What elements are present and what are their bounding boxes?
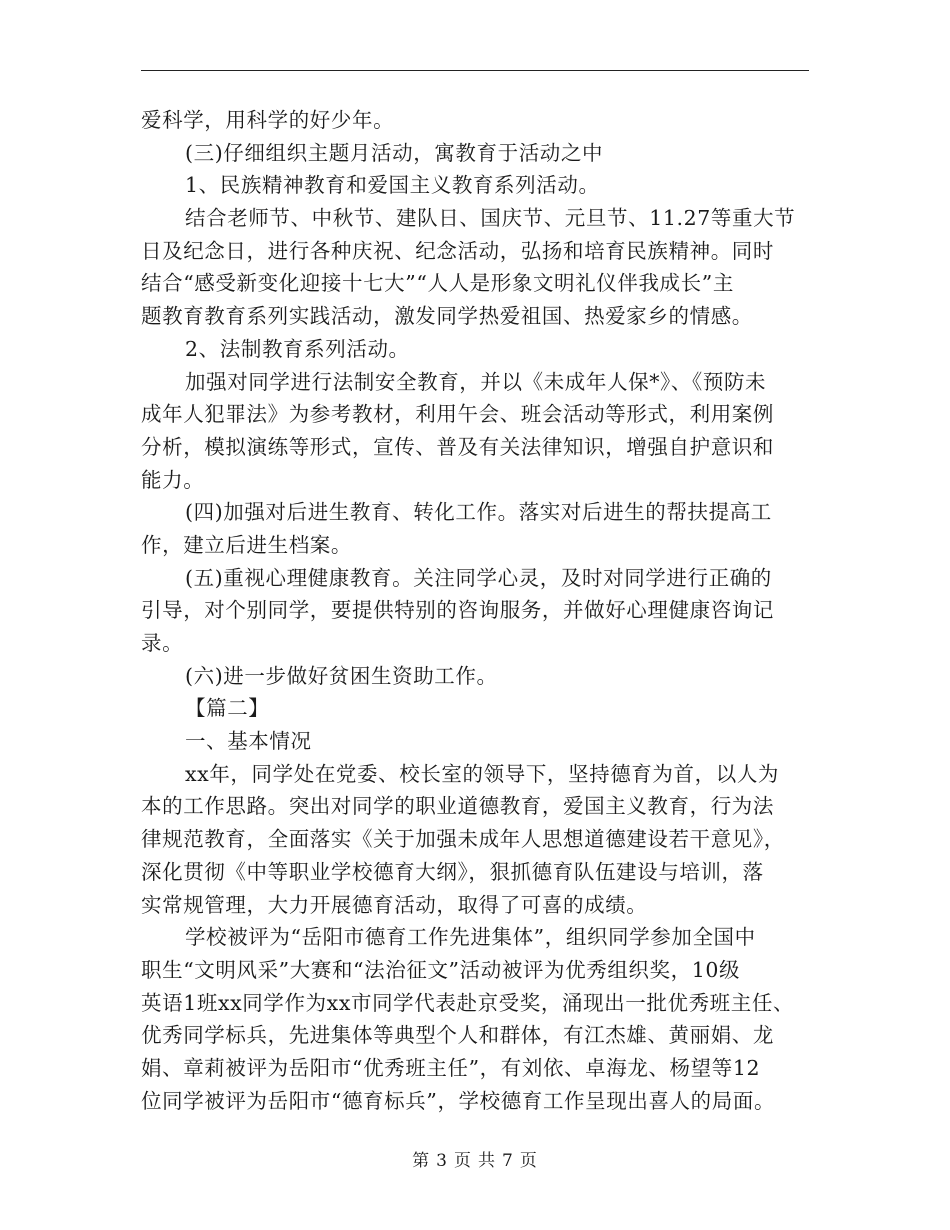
text-line: 加强对同学进行法制安全教育，并以《未成年人保*》、《预防未 <box>185 369 767 394</box>
text-line: 题教育教育系列实践活动，激发同学热爱祖国、热爱家乡的情感。 <box>141 304 753 329</box>
text-line: 深化贯彻《中等职业学校德育大纲》，狠抓德育队伍建设与培训，落 <box>141 859 764 884</box>
text-line: 本的工作思路。突出对同学的职业道德教育，爱国主义教育，行为法 <box>141 794 774 819</box>
footer-page-word: 页 <box>454 1151 472 1171</box>
text-line: 律规范教育，全面落实《关于加强未成年人思想道德建设若干意见》， <box>141 827 785 852</box>
text-line: 娟、章莉被评为岳阳市“优秀班主任”，有刘依、卓海龙、杨望等12 <box>141 1055 761 1080</box>
text-line: (四)加强对后进生教育、转化工作。落实对后进生的帮扶提高工 <box>185 500 772 525</box>
text-line: 学校被评为“岳阳市德育工作先进集体”，组织同学参加全国中 <box>185 925 756 950</box>
text-line: 作，建立后进生档案。 <box>141 532 352 557</box>
text-line: 英语1班xx同学作为xx市同学代表赴京受奖，涌现出一批优秀班主任、 <box>141 990 795 1015</box>
text-line: (三)仔细组织主题月活动，寓教育于活动之中 <box>185 140 604 165</box>
text-line: 引导，对个别同学，要提供特别的咨询服务，并做好心理健康咨询记 <box>141 598 774 623</box>
text-line: 2、法制教育系列活动。 <box>185 336 410 361</box>
text-line: 一、基本情况 <box>185 729 312 754</box>
footer-total-word: 共 <box>478 1151 496 1171</box>
page-footer <box>0 1146 950 1171</box>
text-line: 职生“文明风采”大赛和“法治征文”活动被评为优秀组织奖，10级 <box>141 957 741 982</box>
document-body <box>141 104 821 1117</box>
footer-current-page: 3 <box>436 1151 448 1171</box>
text-line: 结合“感受新变化迎接十七大”“人人是形象文明礼仪伴我成长”主 <box>141 271 734 296</box>
header-rule <box>141 70 809 71</box>
text-line: 日及纪念日，进行各种庆祝、纪念活动，弘扬和培育民族精神。同时 <box>141 238 774 263</box>
text-line: 成年人犯罪法》为参考教材，利用午会、班会活动等形式，利用案例 <box>141 402 774 427</box>
text-line: 实常规管理，大力开展德育活动，取得了可喜的成绩。 <box>141 892 648 917</box>
footer-total-pages: 7 <box>502 1151 514 1171</box>
text-line: 结合老师节、中秋节、建队日、国庆节、元旦节、11.27等重大节 <box>185 206 796 231</box>
text-line: 位同学被评为岳阳市“德育标兵”，学校德育工作呈现出喜人的局面。 <box>141 1088 776 1113</box>
text-line: 分析，模拟演练等形式，宣传、普及有关法律知识，增强自护意识和 <box>141 434 774 459</box>
text-line: (六)进一步做好贫困生资助工作。 <box>185 663 498 688</box>
text-line: 能力。 <box>141 467 205 492</box>
text-line: 1、民族精神教育和爱国主义教育系列活动。 <box>185 173 600 198</box>
text-line: 录。 <box>141 631 184 655</box>
text-line: xx年，同学处在党委、校长室的领导下，坚持德育为首，以人为 <box>185 761 780 786</box>
text-line: 爱科学，用科学的好少年。 <box>141 108 395 132</box>
footer-prefix: 第 <box>412 1151 431 1171</box>
footer-suffix: 页 <box>519 1151 538 1171</box>
text-line: 优秀同学标兵，先进集体等典型个人和群体，有江杰雄、黄丽娟、龙 <box>141 1023 774 1048</box>
text-line: (五)重视心理健康教育。关注同学心灵，及时对同学进行正确的 <box>185 565 772 590</box>
text-line: 【篇二】 <box>185 696 270 721</box>
